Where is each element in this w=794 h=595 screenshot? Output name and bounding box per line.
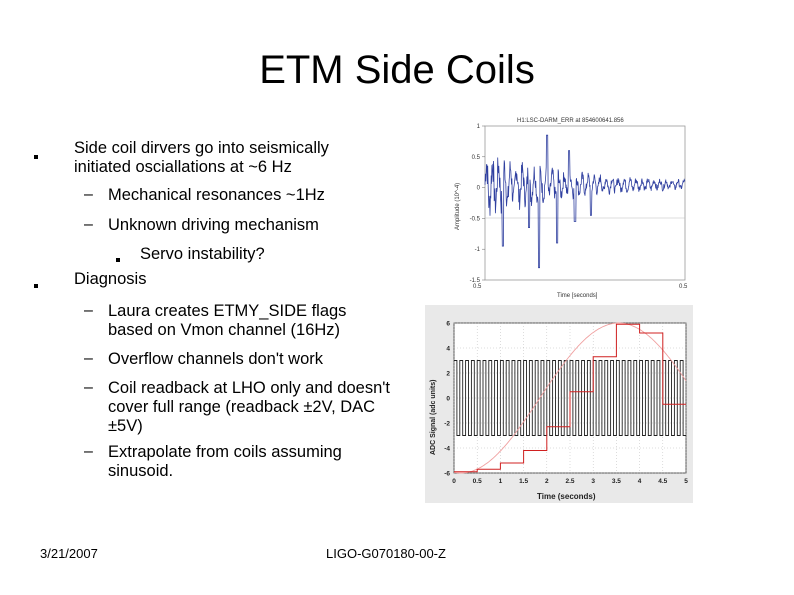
dash-icon: – (84, 443, 93, 460)
sub-item-readback: Coil readback at LHO only and doesn't cover full range (readback ±2V, DAC ±5V) (108, 379, 390, 435)
x-tick-right: 0.5 (679, 284, 688, 290)
dash-icon: – (84, 216, 93, 233)
dash-icon: – (84, 350, 93, 367)
dash-icon: – (84, 302, 93, 319)
y-tick-label: 6 (446, 320, 450, 328)
y-tick-label: -1 (474, 247, 480, 254)
sub-item-extrapolate: Extrapolate from coils assuming sinusoid. (108, 443, 342, 480)
dash-icon: – (84, 379, 93, 396)
x-tick-label: 3.5 (611, 478, 621, 485)
x-tick-label: 2 (544, 478, 549, 485)
footer-document-id: LIGO-G070180-00-Z (326, 546, 446, 561)
bullet-dot (116, 258, 120, 262)
chart-title: H1:LSC-DARM_ERR at 854600641.856 (517, 118, 624, 124)
bullet-dot (34, 284, 38, 288)
adc-signal-chart (425, 305, 693, 503)
y-tick-label: -6 (444, 470, 450, 478)
x-tick-label: 1 (498, 478, 503, 485)
dash-icon: – (84, 186, 93, 203)
sub-item-laura: Laura creates ETMY_SIDE flags based on Vmon channel (16Hz) (108, 302, 347, 339)
footer-date: 3/21/2007 (40, 546, 98, 561)
subsub-item-servo: Servo instability? (140, 245, 265, 263)
sub-item-overflow: Overflow channels don't work (108, 350, 323, 368)
x-tick-label: 0 (452, 478, 456, 485)
y-tick-label: -1.5 (469, 278, 480, 284)
bullet-diagnosis: Diagnosis (74, 270, 147, 288)
y-tick-label: 2 (446, 370, 450, 378)
y-tick-label: -0.5 (469, 216, 480, 223)
y-tick-label: 1 (476, 124, 480, 130)
y-tick-label: 0 (446, 395, 450, 403)
x-tick-label: 4 (637, 478, 642, 485)
x-axis-label: Time [seconds] (557, 293, 598, 299)
y-tick-label: 0.5 (471, 154, 480, 161)
x-tick-left: 0.5 (473, 284, 482, 290)
darm-err-chart (447, 110, 697, 300)
x-tick-label: 2.5 (565, 478, 575, 485)
sub-item-unknown: Unknown driving mechanism (108, 216, 319, 234)
sub-item-mechanical: Mechanical resonances ~1Hz (108, 186, 325, 204)
bullet-seismic: Side coil dirvers go into seismically initiated osciallations at ~6 Hz (74, 139, 329, 176)
y-tick-label: -2 (444, 420, 450, 428)
y-tick-label: 4 (446, 345, 450, 353)
x-tick-label: 3 (591, 478, 596, 485)
y-axis-label: Amplitude (10^-4) (455, 182, 461, 230)
y-tick-label: -4 (444, 445, 450, 453)
y-axis-label: ADC Signal (adc units) (430, 379, 437, 455)
x-tick-label: 5 (684, 478, 688, 485)
x-tick-label: 4.5 (658, 478, 668, 485)
plot-frame (485, 126, 685, 280)
x-axis-label: Time (seconds) (537, 492, 596, 501)
y-tick-label: 0 (476, 185, 480, 192)
bullet-dot (34, 155, 38, 159)
slide-title: ETM Side Coils (259, 48, 535, 92)
x-tick-label: 0.5 (472, 478, 482, 485)
x-tick-label: 1.5 (519, 478, 529, 485)
